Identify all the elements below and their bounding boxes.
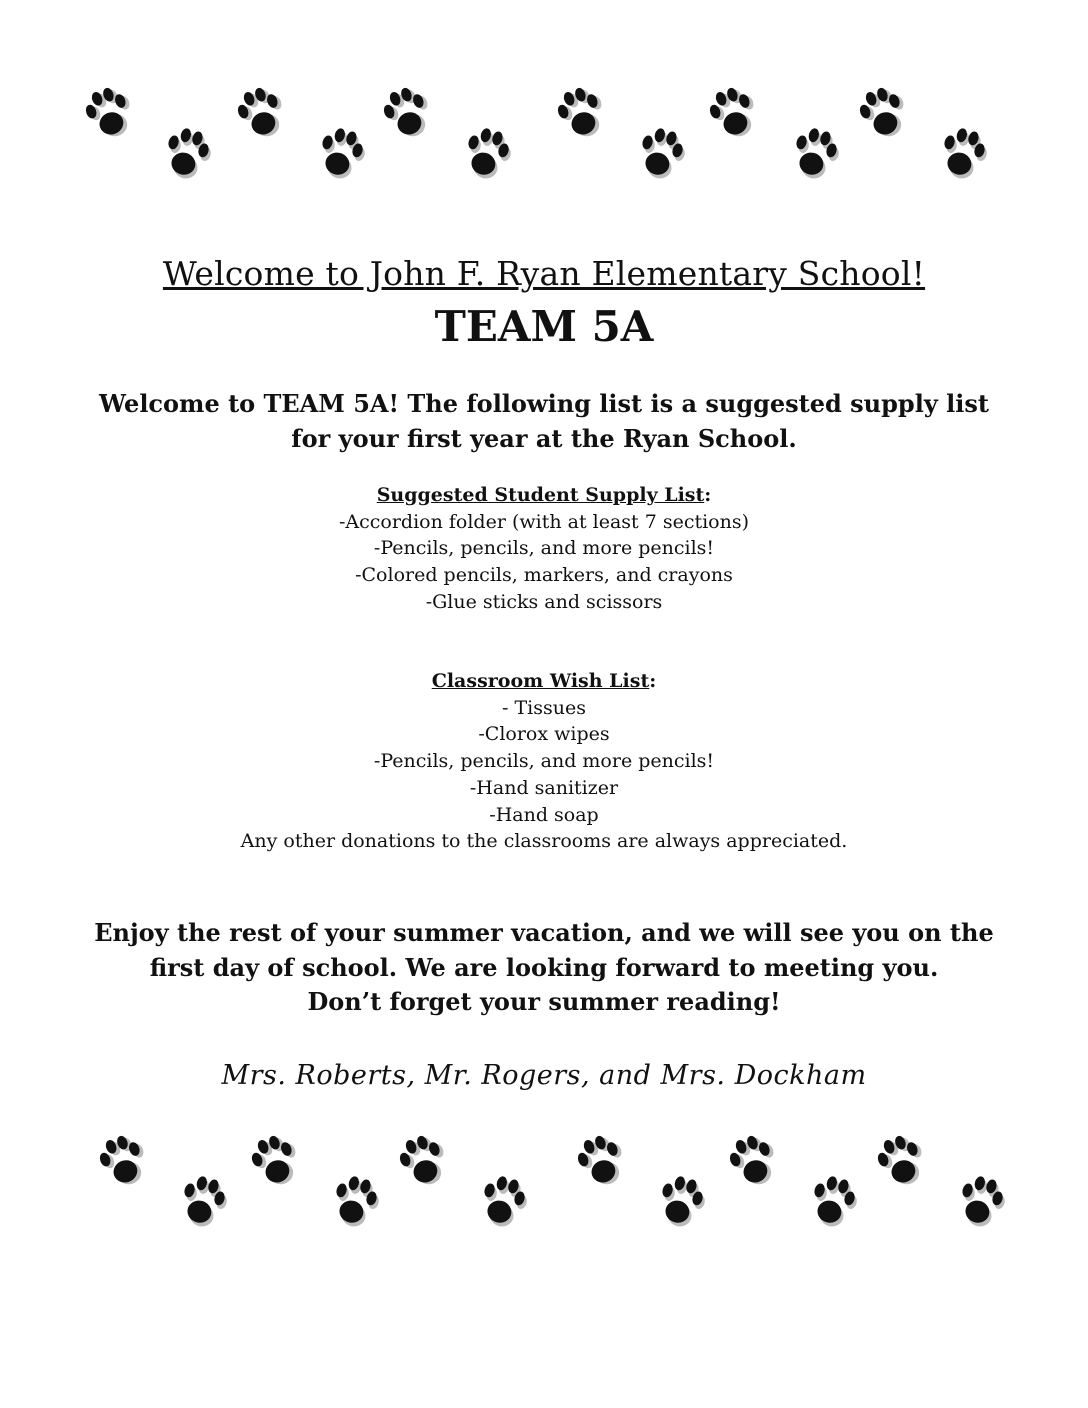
intro-line: for your first year at the Ryan School. (291, 424, 797, 453)
paw-print-icon (654, 1172, 706, 1232)
paw-print-icon (248, 1132, 300, 1192)
closing-line: first day of school. We are looking forward to meeting you. (149, 952, 939, 982)
paw-print-icon (726, 1132, 778, 1192)
paw-print-icon (176, 1172, 228, 1232)
list-item: -Colored pencils, markers, and crayons (355, 564, 733, 587)
paw-print-icon (476, 1172, 528, 1232)
paw-print-icon (574, 1132, 626, 1192)
paw-print-icon (856, 84, 908, 144)
paw-print-icon (396, 1132, 448, 1192)
paw-print-icon (328, 1172, 380, 1232)
closing-line: Enjoy the rest of your summer vacation, and we will see you on the (94, 918, 994, 947)
wish-list (0, 668, 1088, 855)
paw-print-icon (314, 124, 366, 184)
supply-list (0, 482, 1088, 616)
list-item: -Accordion folder (with at least 7 sections) (338, 510, 750, 533)
paw-border-top (0, 80, 1088, 190)
paw-print-icon (460, 124, 512, 184)
intro-line: Welcome to TEAM 5A! The following list is a suggested supply list (99, 389, 989, 418)
donations-note: Any other donations to the classrooms are always appreciated. (240, 830, 848, 853)
list-item: -Glue sticks and scissors (425, 590, 663, 613)
paw-print-icon (788, 124, 840, 184)
wish-list-heading (0, 668, 1088, 695)
paw-print-icon (160, 124, 212, 184)
signature: Mrs. Roberts, Mr. Rogers, and Mrs. Dockham (221, 1060, 867, 1091)
supply-list-heading (0, 482, 1088, 509)
paw-print-icon (82, 84, 134, 144)
supply-list-heading-text: Suggested Student Supply List (376, 484, 705, 506)
closing-paragraph (0, 916, 1088, 1020)
paw-print-icon (706, 84, 758, 144)
list-item: -Hand sanitizer (469, 776, 619, 799)
paw-print-icon (806, 1172, 858, 1232)
heading-colon: : (649, 670, 657, 692)
list-item: -Pencils, pencils, and more pencils! (373, 750, 715, 773)
intro-paragraph (0, 386, 1088, 456)
team-title: TEAM 5A (434, 302, 654, 351)
list-item: -Pencils, pencils, and more pencils! (373, 537, 715, 560)
paw-print-icon (874, 1132, 926, 1192)
list-item: - Tissues (502, 696, 586, 719)
paw-print-icon (234, 84, 286, 144)
welcome-title: Welcome to John F. Ryan Elementary School! (162, 254, 926, 293)
paw-print-icon (954, 1172, 1006, 1232)
list-item: -Clorox wipes (478, 723, 610, 746)
heading-colon: : (704, 484, 712, 506)
paw-print-icon (380, 84, 432, 144)
wish-list-heading-text: Classroom Wish List (431, 670, 650, 692)
paw-print-icon (936, 124, 988, 184)
list-item: -Hand soap (489, 803, 599, 826)
paw-print-icon (634, 124, 686, 184)
paw-border-bottom (0, 1128, 1088, 1238)
closing-line: Don’t forget your summer reading! (307, 987, 781, 1016)
paw-print-icon (96, 1132, 148, 1192)
paw-print-icon (554, 84, 606, 144)
